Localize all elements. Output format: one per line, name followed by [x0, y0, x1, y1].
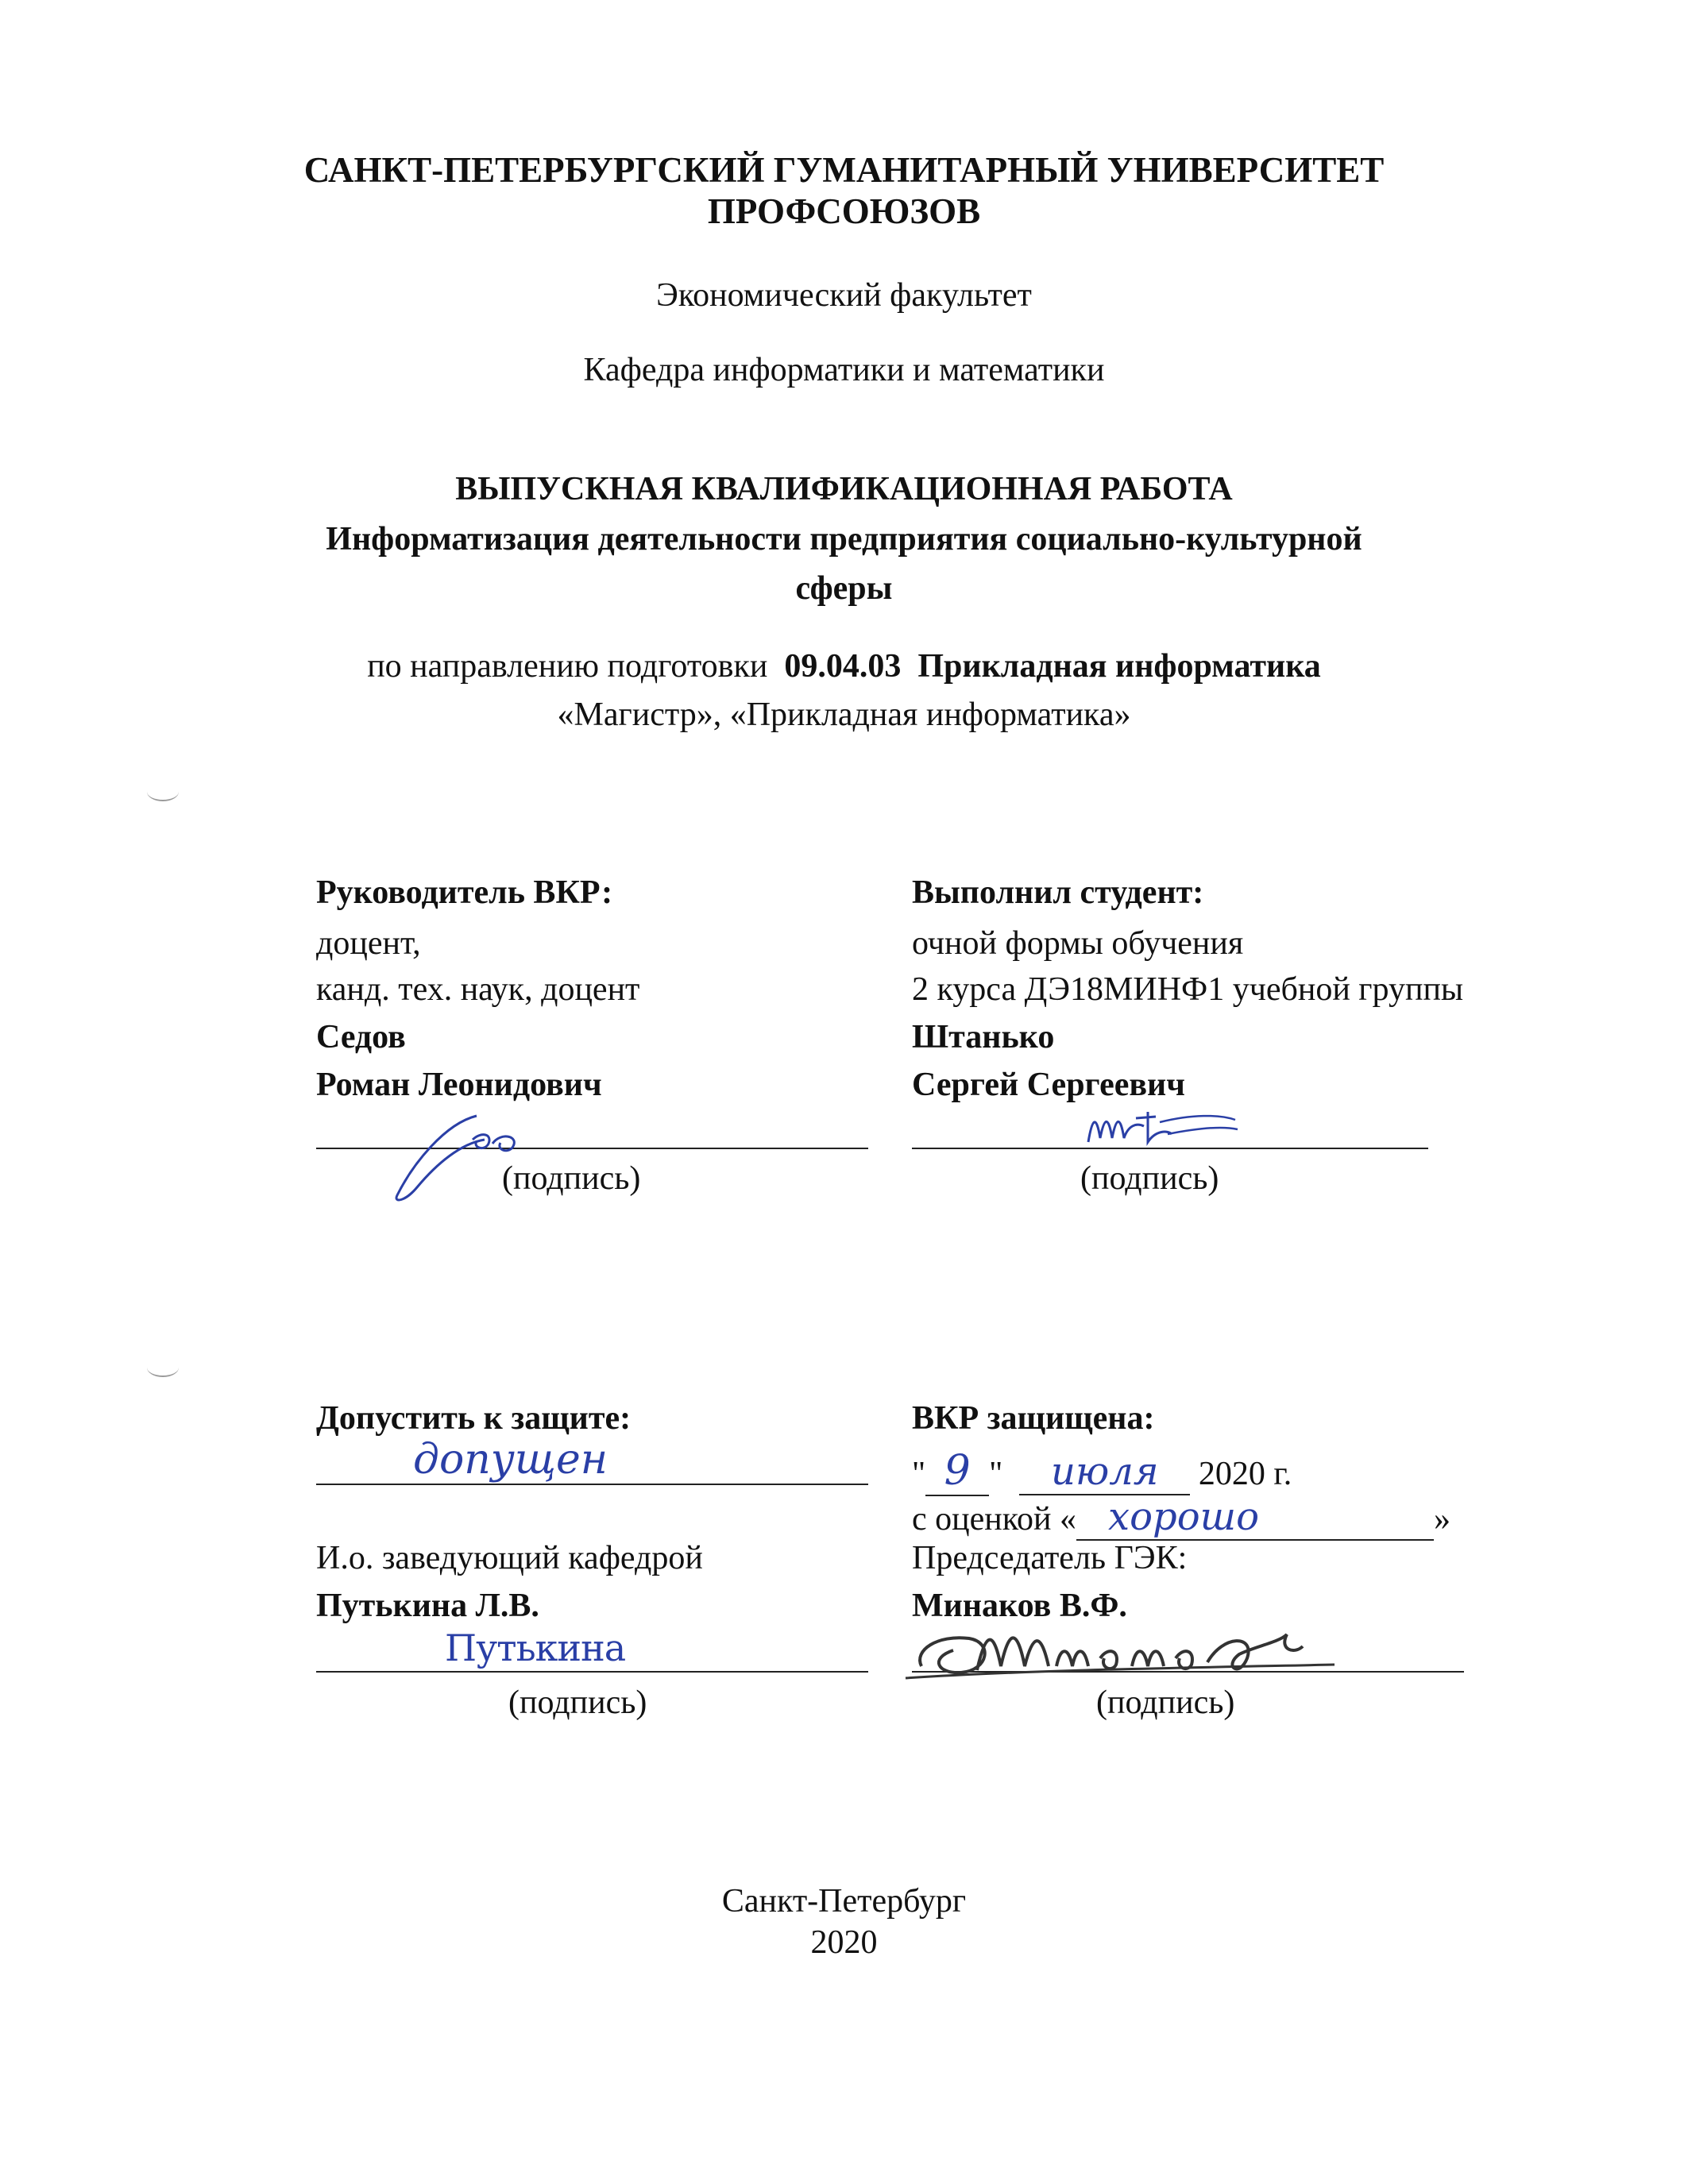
department: Кафедра информатики и математики [583, 352, 1105, 388]
grade-prefix: с оценкой « [912, 1501, 1076, 1538]
student-name: Сергей Сергеевич [912, 1067, 1185, 1103]
admission-signature-label: (подпись) [508, 1684, 647, 1721]
direction-line [0, 647, 1688, 685]
student-signature-label: (подпись) [1080, 1160, 1219, 1197]
defense-grade: хорошо [1108, 1495, 1259, 1539]
student-surname: Штанько [912, 1019, 1055, 1055]
date-quote-open: " [912, 1456, 926, 1492]
defense-heading: ВКР защищена: [912, 1400, 1155, 1437]
date-quote-close: " [989, 1456, 1003, 1492]
admission-name: Путькина Л.В. [316, 1588, 539, 1624]
defense-month: июля [1051, 1449, 1159, 1494]
direction-name: Прикладная информатика [917, 648, 1321, 685]
defense-date [912, 1447, 1292, 1496]
faculty: Экономический факультет [656, 277, 1032, 314]
work-topic-line2: сферы [795, 570, 893, 607]
chair-role: Председатель ГЭК: [912, 1540, 1188, 1576]
defense-grade-line [912, 1495, 1450, 1541]
chair-signature [906, 1603, 1350, 1690]
work-topic-line1: Информатизация деятельности предприятия социально-культурной [326, 521, 1362, 558]
student-heading: Выполнил студент: [912, 874, 1204, 911]
supervisor-degree: канд. тех. наук, доцент [316, 971, 640, 1008]
direction-code: 09.04.03 [784, 648, 902, 685]
direction-prefix: по направлению подготовки [367, 648, 768, 685]
work-type: ВЫПУСКНАЯ КВАЛИФИКАЦИОННАЯ РАБОТА [455, 471, 1233, 507]
supervisor-signature-label: (подпись) [502, 1160, 641, 1197]
admission-line [316, 1484, 868, 1485]
chair-name: Минаков В.Ф. [912, 1588, 1127, 1624]
university-name-line2: ПРОФСОЮЗОВ [707, 191, 981, 231]
university-name-line1: САНКТ-ПЕТЕРБУРГСКИЙ ГУМАНИТАРНЫЙ УНИВЕРСИТЕТ [303, 150, 1385, 190]
scan-hole-mark-bottom [147, 1358, 179, 1377]
defense-year: 2020 г. [1198, 1456, 1292, 1492]
student-signature [1080, 1102, 1239, 1158]
admission-role: И.о. заведующий кафедрой [316, 1540, 703, 1576]
degree-line: «Магистр», «Прикладная информатика» [557, 696, 1131, 733]
student-form: очной формы обучения [912, 925, 1244, 962]
supervisor-heading: Руководитель ВКР: [316, 874, 613, 911]
supervisor-position: доцент, [316, 925, 421, 962]
admission-heading: Допустить к защите: [316, 1400, 632, 1437]
student-group: 2 курса ДЭ18МИНФ1 учебной группы [912, 971, 1464, 1008]
scan-hole-mark-top [147, 782, 179, 801]
footer-city: Санкт-Петербург [721, 1883, 967, 1920]
grade-suffix: » [1434, 1501, 1450, 1538]
admission-handwritten: допущен [413, 1436, 608, 1484]
admission-signature: Путькина [445, 1626, 626, 1669]
footer-year: 2020 [810, 1924, 878, 1961]
defense-day: 9 [944, 1447, 971, 1495]
supervisor-surname: Седов [316, 1019, 406, 1055]
chair-signature-label: (подпись) [1096, 1684, 1235, 1721]
admission-signature-line [316, 1671, 868, 1673]
supervisor-name: Роман Леонидович [316, 1067, 602, 1103]
